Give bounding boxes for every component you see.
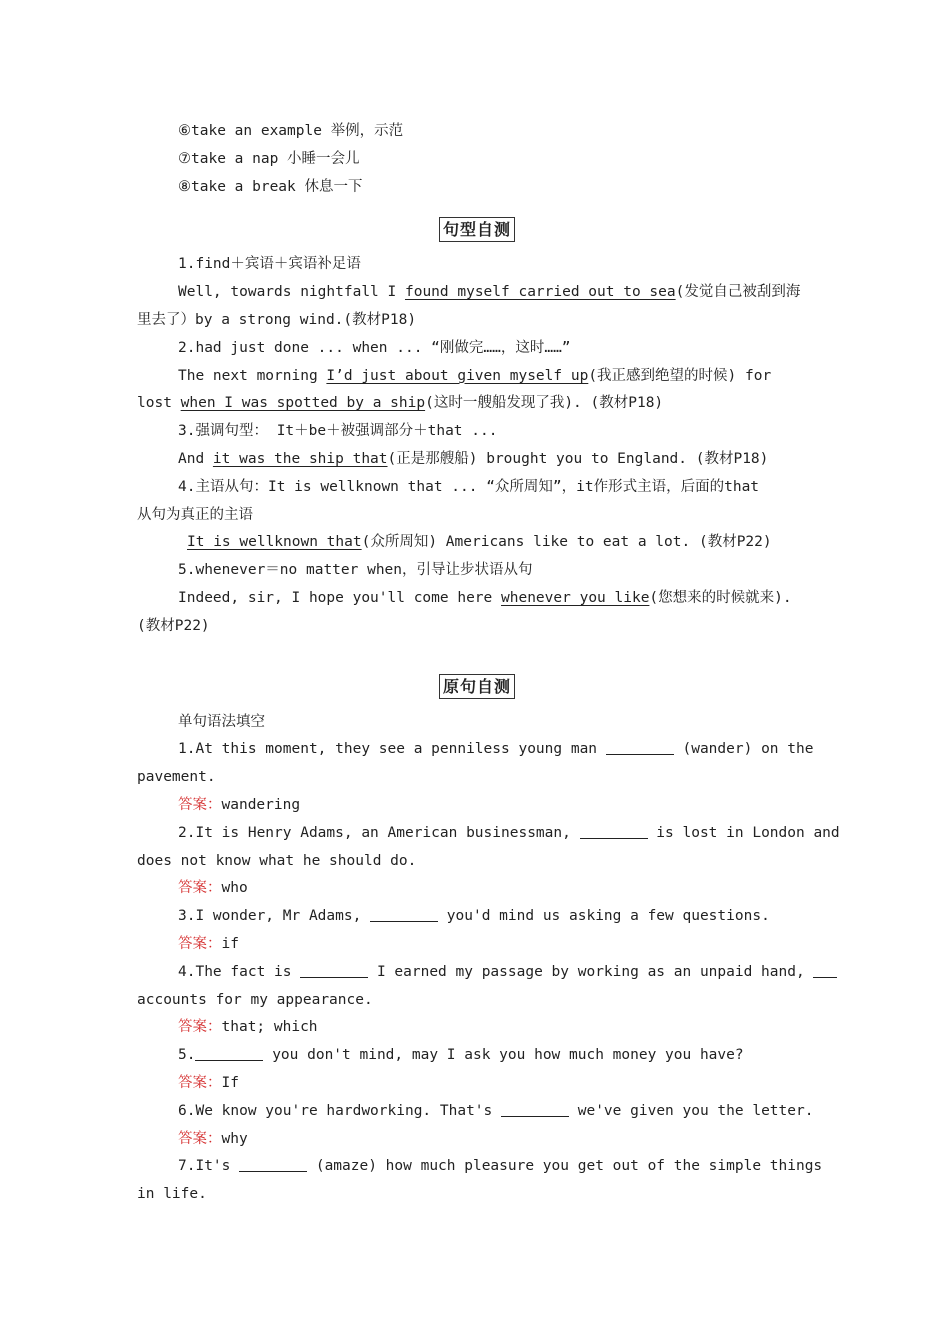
question-7-cont: in life.: [137, 1186, 207, 1203]
question-1-cont: pavement.: [137, 769, 216, 786]
text: (amaze) how much pleasure you get out of the simple things: [307, 1158, 823, 1175]
section-title-sentence-test: [137, 211, 817, 247]
answer-2: [137, 875, 817, 903]
text: you don't mind, may I ask you how much money you have?: [263, 1047, 744, 1064]
text: you'd mind us asking a few questions.: [438, 908, 770, 925]
answer-blank: [195, 1045, 263, 1061]
question-2: [137, 820, 840, 848]
text: (这时一艘船发现了我). (教材P18): [425, 395, 664, 412]
answer-blank: [813, 962, 837, 978]
example-sentence: [137, 529, 817, 557]
list-item: ⑥take an example 举例，示范: [178, 123, 404, 139]
exercise-subtitle: 单句语法填空: [178, 713, 265, 730]
underlined-phrase: it was the ship that: [212, 450, 388, 467]
text: 4.The fact is: [178, 963, 301, 980]
text: Indeed, sir, I hope you'll come here: [178, 589, 502, 606]
example-sentence: [137, 279, 817, 307]
example-sentence-cont: (教材P22): [137, 617, 210, 634]
answer-text: who: [221, 880, 248, 897]
text: we've given you the letter.: [569, 1102, 814, 1119]
underlined-phrase: when I was spotted by a ship: [180, 395, 426, 412]
example-sentence: [137, 585, 817, 613]
pattern-heading: 2.had just done ... when ... “刚做完……，这时……”: [178, 339, 571, 356]
text: (发觉自己被刮到海: [675, 284, 801, 301]
text: 5.: [178, 1047, 196, 1064]
list-item: ⑧take a break 休息一下: [178, 178, 363, 195]
document-page: [137, 118, 840, 1209]
text: (众所周知) Americans like to eat a lot. (教材P22): [361, 534, 772, 551]
pattern-heading: 3.强调句型： It＋be＋被强调部分＋that ...: [178, 423, 498, 440]
answer-1: [137, 792, 817, 820]
answer-text: wandering: [221, 796, 301, 813]
answer-blank: [606, 739, 674, 755]
section-heading: 原句自测: [439, 674, 515, 699]
answer-6: [137, 1126, 817, 1154]
text: 2.It is Henry Adams, an American businessman,: [178, 824, 580, 841]
example-sentence-cont: 里去了）by a strong wind.(教材P18): [137, 311, 417, 328]
underlined-phrase: It is wellknown that: [187, 534, 362, 551]
text: (您想来的时候就来).: [649, 589, 792, 606]
question-3: [137, 903, 817, 931]
answer-3: [137, 931, 817, 959]
question-2-cont: does not know what he should do.: [137, 852, 417, 869]
answer-blank: [580, 823, 648, 839]
sentence-patterns: [137, 251, 817, 640]
text: Well, towards nightfall I: [178, 284, 405, 301]
text: (正是那艘船) brought you to England. (教材P18): [387, 450, 769, 467]
answer-text: that; which: [221, 1019, 318, 1036]
underlined-phrase: I’d just about given myself up: [326, 367, 589, 384]
answer-label: 答案：: [178, 796, 222, 813]
question-1: [137, 736, 817, 764]
answer-5: [137, 1070, 817, 1098]
text: 7.It's: [178, 1158, 240, 1175]
list-item: ⑦take a nap 小睡一会儿: [178, 150, 360, 167]
text: 1.At this moment, they see a penniless young man: [178, 741, 606, 758]
section-heading: 句型自测: [439, 217, 515, 242]
underlined-phrase: found myself carried out to sea: [404, 284, 676, 301]
answer-label: 答案：: [178, 1074, 222, 1091]
text: (wander) on the: [673, 741, 814, 758]
answer-blank: [501, 1101, 569, 1117]
answer-blank: [370, 906, 438, 922]
phrase-list: [137, 118, 817, 201]
answer-blank: [300, 962, 368, 978]
pattern-heading: 4.主语从句：It is wellknown that ... “众所周知”，it作形式主语，后面的that: [178, 478, 760, 495]
section-title-original-sentence-test: [137, 669, 817, 705]
text: The next morning: [178, 367, 327, 384]
pattern-heading-cont: 从句为真正的主语: [137, 506, 253, 523]
answer-blank: [239, 1156, 307, 1172]
example-sentence: [137, 363, 817, 391]
grammar-exercises: [137, 709, 840, 1209]
underlined-phrase: whenever you like: [501, 589, 650, 606]
question-7: [137, 1153, 823, 1181]
answer-label: 答案：: [178, 1130, 222, 1147]
answer-text: if: [221, 935, 239, 952]
question-5: [137, 1042, 817, 1070]
question-6: [137, 1098, 817, 1126]
answer-4: [137, 1014, 817, 1042]
answer-label: 答案：: [178, 1019, 222, 1036]
text: lost: [137, 395, 181, 412]
question-4: [137, 959, 817, 987]
answer-label: 答案：: [178, 880, 222, 897]
example-sentence: [137, 446, 817, 474]
pattern-heading: 5.whenever＝no matter when，引导让步状语从句: [178, 562, 533, 579]
pattern-heading: 1.find＋宾语＋宾语补足语: [178, 256, 361, 273]
question-4-cont: accounts for my appearance.: [137, 991, 373, 1008]
answer-label: 答案：: [178, 935, 222, 952]
answer-text: If: [221, 1074, 239, 1091]
text: is lost in London and: [647, 824, 840, 841]
example-sentence-cont: [137, 390, 817, 418]
text: I earned my passage by working as an unpaid hand,: [368, 963, 814, 980]
text: (我正感到绝望的时候) for: [588, 367, 772, 384]
text: 6.We know you're hardworking. That's: [178, 1102, 502, 1119]
text: And: [178, 450, 213, 467]
text: 3.I wonder, Mr Adams,: [178, 908, 371, 925]
answer-text: why: [221, 1130, 248, 1147]
